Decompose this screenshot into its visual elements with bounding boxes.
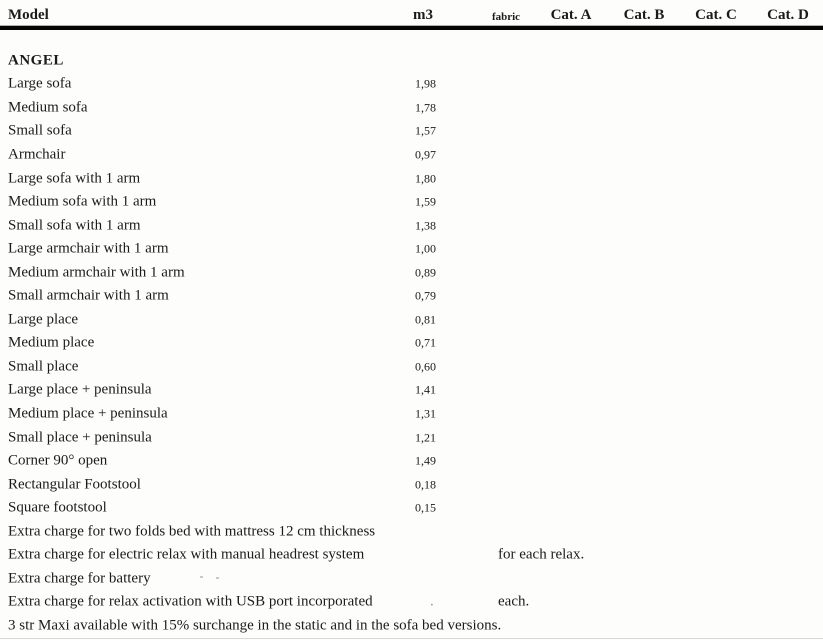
- scan-artifact-specks: [200, 576, 224, 579]
- m3-value: 1,00: [415, 241, 436, 256]
- table-body: [0, 49, 823, 638]
- column-header-cat-c: Cat. C: [695, 7, 737, 23]
- m3-value: 1,80: [415, 171, 436, 185]
- row-label: Medium place + peninsula: [8, 405, 168, 422]
- column-header-m3: m3: [413, 7, 433, 23]
- m3-value: 0,71: [415, 335, 436, 350]
- table-row: [0, 379, 823, 403]
- table-row: [0, 520, 823, 544]
- m3-value: 0,15: [415, 500, 436, 515]
- row-label: Small place: [8, 358, 79, 375]
- row-label: Large place: [8, 311, 79, 328]
- m3-value: 1,21: [415, 430, 436, 445]
- row-label: Square footstool: [8, 499, 107, 516]
- table-row: [0, 167, 823, 191]
- row-label: Medium sofa with 1 arm: [8, 193, 157, 210]
- m3-value: 0,97: [415, 147, 436, 162]
- column-header-cat-a: Cat. A: [550, 7, 592, 23]
- row-label: Rectangular Footstool: [8, 476, 141, 493]
- table-row: [0, 214, 823, 238]
- m3-value: 1,31: [415, 406, 436, 421]
- table-row: [0, 143, 823, 167]
- row-label: Large armchair with 1 arm: [8, 240, 169, 257]
- table-section-row: [0, 49, 823, 73]
- table-row: [0, 332, 823, 356]
- page-bottom-line: [0, 638, 823, 639]
- column-header-cat-b: Cat. B: [623, 7, 665, 23]
- table-row: [0, 308, 823, 332]
- faint-period-mark: .: [430, 593, 434, 610]
- table-row: [0, 496, 823, 520]
- table-row: [0, 426, 823, 450]
- row-label: 3 str Maxi available with 15% surchange in the static and in the sofa bed versions.: [8, 617, 502, 634]
- column-header-fabric: fabric: [491, 11, 521, 23]
- m3-value: 1,38: [415, 218, 436, 233]
- m3-value: 1,78: [415, 100, 436, 115]
- table-row: [0, 449, 823, 473]
- table-row: [0, 261, 823, 285]
- table-row: [0, 591, 823, 615]
- table-row: [0, 73, 823, 97]
- m3-value: 0,18: [415, 477, 436, 492]
- row-label: Small sofa with 1 arm: [8, 217, 141, 234]
- row-label: Small place + peninsula: [8, 429, 152, 446]
- m3-value: 0,89: [415, 265, 436, 280]
- table-row: [0, 543, 823, 567]
- row-label: Corner 90° open: [8, 452, 108, 469]
- row-label: Extra charge for relax activation with USB port incorporated: [8, 593, 373, 610]
- row-label: Medium place: [8, 334, 95, 351]
- row-label: Small sofa: [8, 122, 72, 139]
- column-header-model: Model: [8, 7, 49, 23]
- m3-value: 1,98: [415, 76, 436, 91]
- table-row: [0, 237, 823, 261]
- table-row: [0, 355, 823, 379]
- m3-value: 1,49: [415, 453, 436, 468]
- table-row: [0, 96, 823, 120]
- row-note: each.: [498, 593, 530, 610]
- section-title: ANGEL: [8, 52, 64, 69]
- m3-value: 0,79: [415, 288, 436, 303]
- row-label: Large sofa with 1 arm: [8, 170, 141, 186]
- row-label: Extra charge for battery: [8, 570, 151, 587]
- row-label: Medium armchair with 1 arm: [8, 264, 185, 281]
- m3-value: 1,59: [415, 194, 436, 209]
- row-label: Large place + peninsula: [8, 381, 152, 398]
- row-label: Armchair: [8, 146, 66, 163]
- table-row: [0, 614, 823, 638]
- row-label: Extra charge for two folds bed with mattress 12 cm thickness: [8, 523, 376, 540]
- m3-value: 1,41: [415, 382, 436, 397]
- m3-value: 1,57: [415, 123, 436, 138]
- m3-value: 0,60: [415, 359, 436, 374]
- row-label: Large sofa: [8, 75, 72, 92]
- table-row: [0, 120, 823, 144]
- table-row: [0, 284, 823, 308]
- m3-value: 0,81: [415, 312, 436, 327]
- row-note: for each relax.: [498, 546, 585, 563]
- table-header: [0, 5, 823, 24]
- table-row: [0, 473, 823, 497]
- column-header-cat-d: Cat. D: [767, 7, 809, 23]
- table-row: [0, 567, 823, 591]
- row-label: Small armchair with 1 arm: [8, 287, 169, 304]
- header-rule: [0, 26, 823, 30]
- row-label: Extra charge for electric relax with manual headrest system: [8, 546, 365, 563]
- table-row: [0, 190, 823, 214]
- table-row: [0, 402, 823, 426]
- row-label: Medium sofa: [8, 99, 88, 116]
